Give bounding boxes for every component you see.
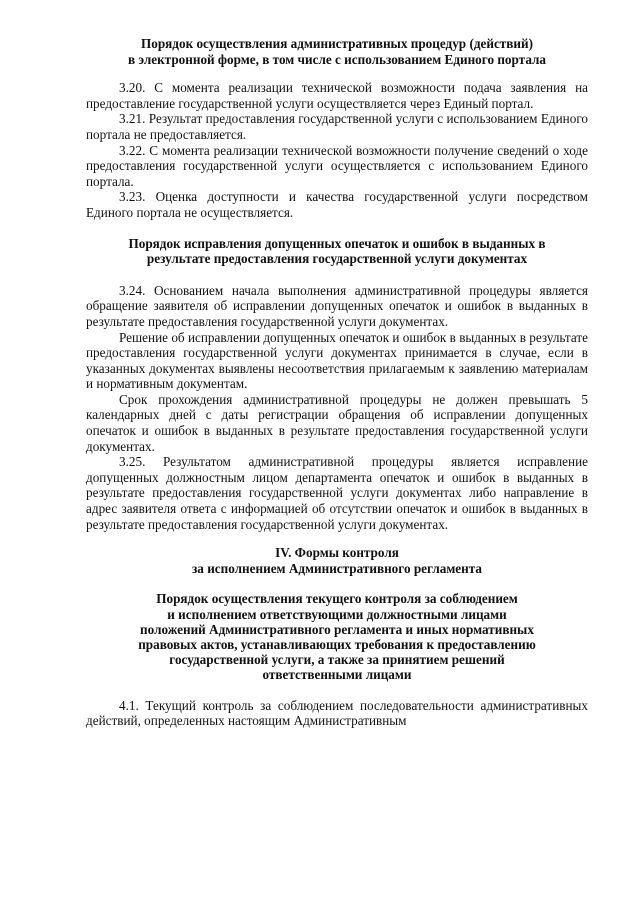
document-page <box>86 36 588 729</box>
paragraph-4-1: 4.1. Текущий контроль за соблюдением последовательности административных действий, определенных настоящим Административным <box>86 697 588 729</box>
subtitle-line: и исполнением ответствующими должностными лицами <box>167 606 507 622</box>
section-corrections-title <box>86 236 588 267</box>
title-line: в электронной форме, в том числе с использованием Единого портала <box>127 51 547 67</box>
paragraph-3-23: 3.23. Оценка доступности и качества государственной услуги посредством Единого портала не осуществляется. <box>86 189 588 220</box>
subtitle-line: Порядок осуществления текущего контроля за соблюдением <box>156 591 518 607</box>
title-line: за исполнением Административного регламента <box>192 560 482 576</box>
paragraph-decision: Решение об исправлении допущенных опечаток и ошибок в выданных в результате предоставления государственной услуги документах принимается в случае, если в указанных документах выявлены несоответствия прилагаемым к заявлению материалам и нормативным документам. <box>86 329 588 392</box>
section-control-subtitle <box>86 591 588 682</box>
paragraph-3-21: 3.21. Результат предоставления государственной услуги с использованием Единого портала не предоставляется. <box>86 111 588 142</box>
paragraph-3-20: 3.20. С момента реализации технической возможности подача заявления на предоставление государственной услуги осуществляется через Единый портал. <box>86 80 588 111</box>
paragraph-3-24: 3.24. Основанием начала выполнения административной процедуры является обращение заявителя об исправлении допущенных опечаток и ошибок в выданных в результате предоставления государственной услуги документах. <box>86 282 588 329</box>
paragraph-term: Срок прохождения административной процедуры не должен превышать 5 календарных дней с даты регистрации обращения об исправлении допущенных опечаток и ошибок в выданных в результате предоставления государственной услуги документах. <box>86 391 588 454</box>
title-line: IV. Формы контроля <box>275 545 399 561</box>
subtitle-line: правовых актов, устанавливающих требования к предоставлению <box>138 637 536 653</box>
section-electronic-title <box>86 36 588 67</box>
subtitle-line: ответственными лицами <box>262 667 412 683</box>
paragraph-3-25: 3.25. Результатом административной процедуры является исправление допущенных должностным лицом департамента опечаток и ошибок в выданных в результате предоставления государственной услуги документах либо направление в адрес заявителя ответа с информацией об отсутствии опечаток и ошибок в выданных в результате предоставления государственной услуги документах. <box>86 454 588 532</box>
title-line: результате предоставления государственной услуги документах <box>146 251 528 267</box>
subtitle-line: государственной услуги, а также за принятием решений <box>169 652 505 668</box>
paragraph-3-22: 3.22. С момента реализации технической возможности получение сведений о ходе предоставления государственной услуги осуществляется с использованием Единого портала. <box>86 142 588 189</box>
title-line: Порядок исправления допущенных опечаток и ошибок в выданных в <box>128 235 546 251</box>
section-control-title <box>86 545 588 576</box>
subtitle-line: положений Административного регламента и иных нормативных <box>140 621 534 637</box>
title-line: Порядок осуществления административных процедур (действий) <box>140 36 533 51</box>
